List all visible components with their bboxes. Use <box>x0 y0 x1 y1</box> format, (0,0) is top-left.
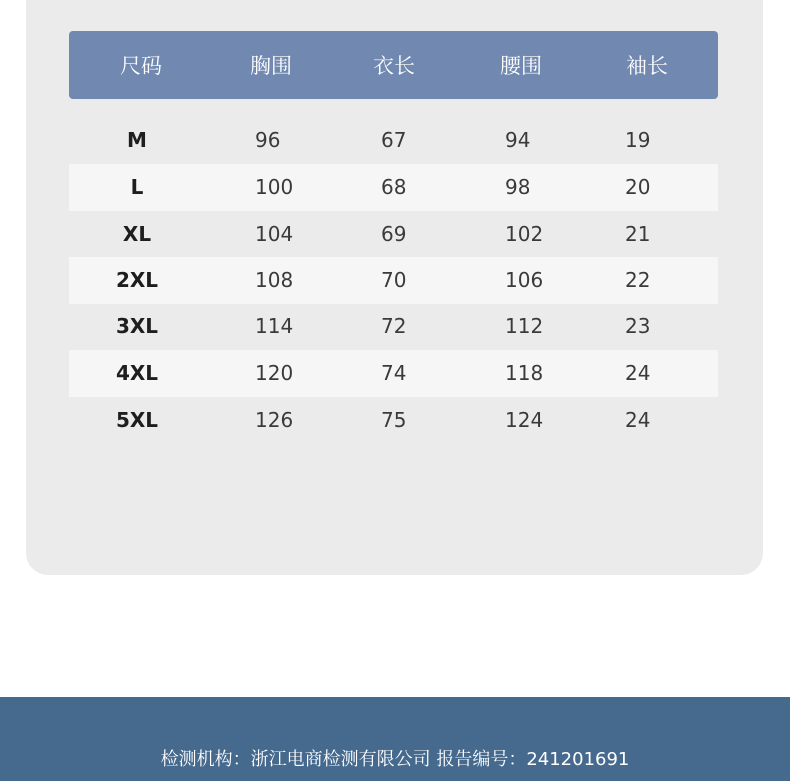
size-table-header <box>69 31 718 99</box>
size-cell: 5XL <box>115 408 159 432</box>
length-cell: 69 <box>381 222 407 246</box>
chest-cell: 120 <box>255 361 294 385</box>
waist-cell: 124 <box>505 408 544 432</box>
waist-cell: 102 <box>505 222 544 246</box>
length-cell: 74 <box>381 361 407 385</box>
chest-cell: 100 <box>255 175 294 199</box>
size-cell: 4XL <box>115 361 159 385</box>
chest-cell: 108 <box>255 268 294 292</box>
sleeve-cell: 20 <box>625 175 651 199</box>
table-row <box>69 397 718 444</box>
header-length: 衣长 <box>373 54 415 78</box>
chest-cell: 104 <box>255 222 294 246</box>
sleeve-cell: 24 <box>625 408 651 432</box>
size-cell: 2XL <box>115 268 159 292</box>
table-row <box>69 211 718 258</box>
table-row <box>69 164 718 211</box>
footer-bar <box>0 697 790 781</box>
header-sleeve: 袖长 <box>626 54 668 78</box>
sleeve-cell: 22 <box>625 268 651 292</box>
size-cell: XL <box>122 222 152 246</box>
length-cell: 75 <box>381 408 407 432</box>
size-cell: L <box>130 175 144 199</box>
sleeve-cell: 24 <box>625 361 651 385</box>
header-waist: 腰围 <box>500 54 542 78</box>
size-cell: M <box>127 128 147 152</box>
waist-cell: 106 <box>505 268 544 292</box>
sleeve-cell: 21 <box>625 222 651 246</box>
chest-cell: 114 <box>255 314 294 338</box>
sleeve-cell: 23 <box>625 314 651 338</box>
header-size: 尺码 <box>120 54 162 78</box>
length-cell: 72 <box>381 314 407 338</box>
chest-cell: 96 <box>255 128 281 152</box>
waist-cell: 94 <box>505 128 531 152</box>
header-chest: 胸围 <box>250 54 292 78</box>
table-row <box>69 350 718 397</box>
size-cell: 3XL <box>115 314 159 338</box>
table-row <box>69 257 718 304</box>
waist-cell: 118 <box>505 361 544 385</box>
length-cell: 68 <box>381 175 407 199</box>
waist-cell: 112 <box>505 314 544 338</box>
table-row <box>69 117 718 164</box>
sleeve-cell: 19 <box>625 128 651 152</box>
inspection-info: 检测机构：浙江电商检测有限公司 报告编号：241201691 <box>160 749 630 770</box>
length-cell: 70 <box>381 268 407 292</box>
length-cell: 67 <box>381 128 407 152</box>
waist-cell: 98 <box>505 175 531 199</box>
table-row <box>69 303 718 350</box>
chest-cell: 126 <box>255 408 294 432</box>
